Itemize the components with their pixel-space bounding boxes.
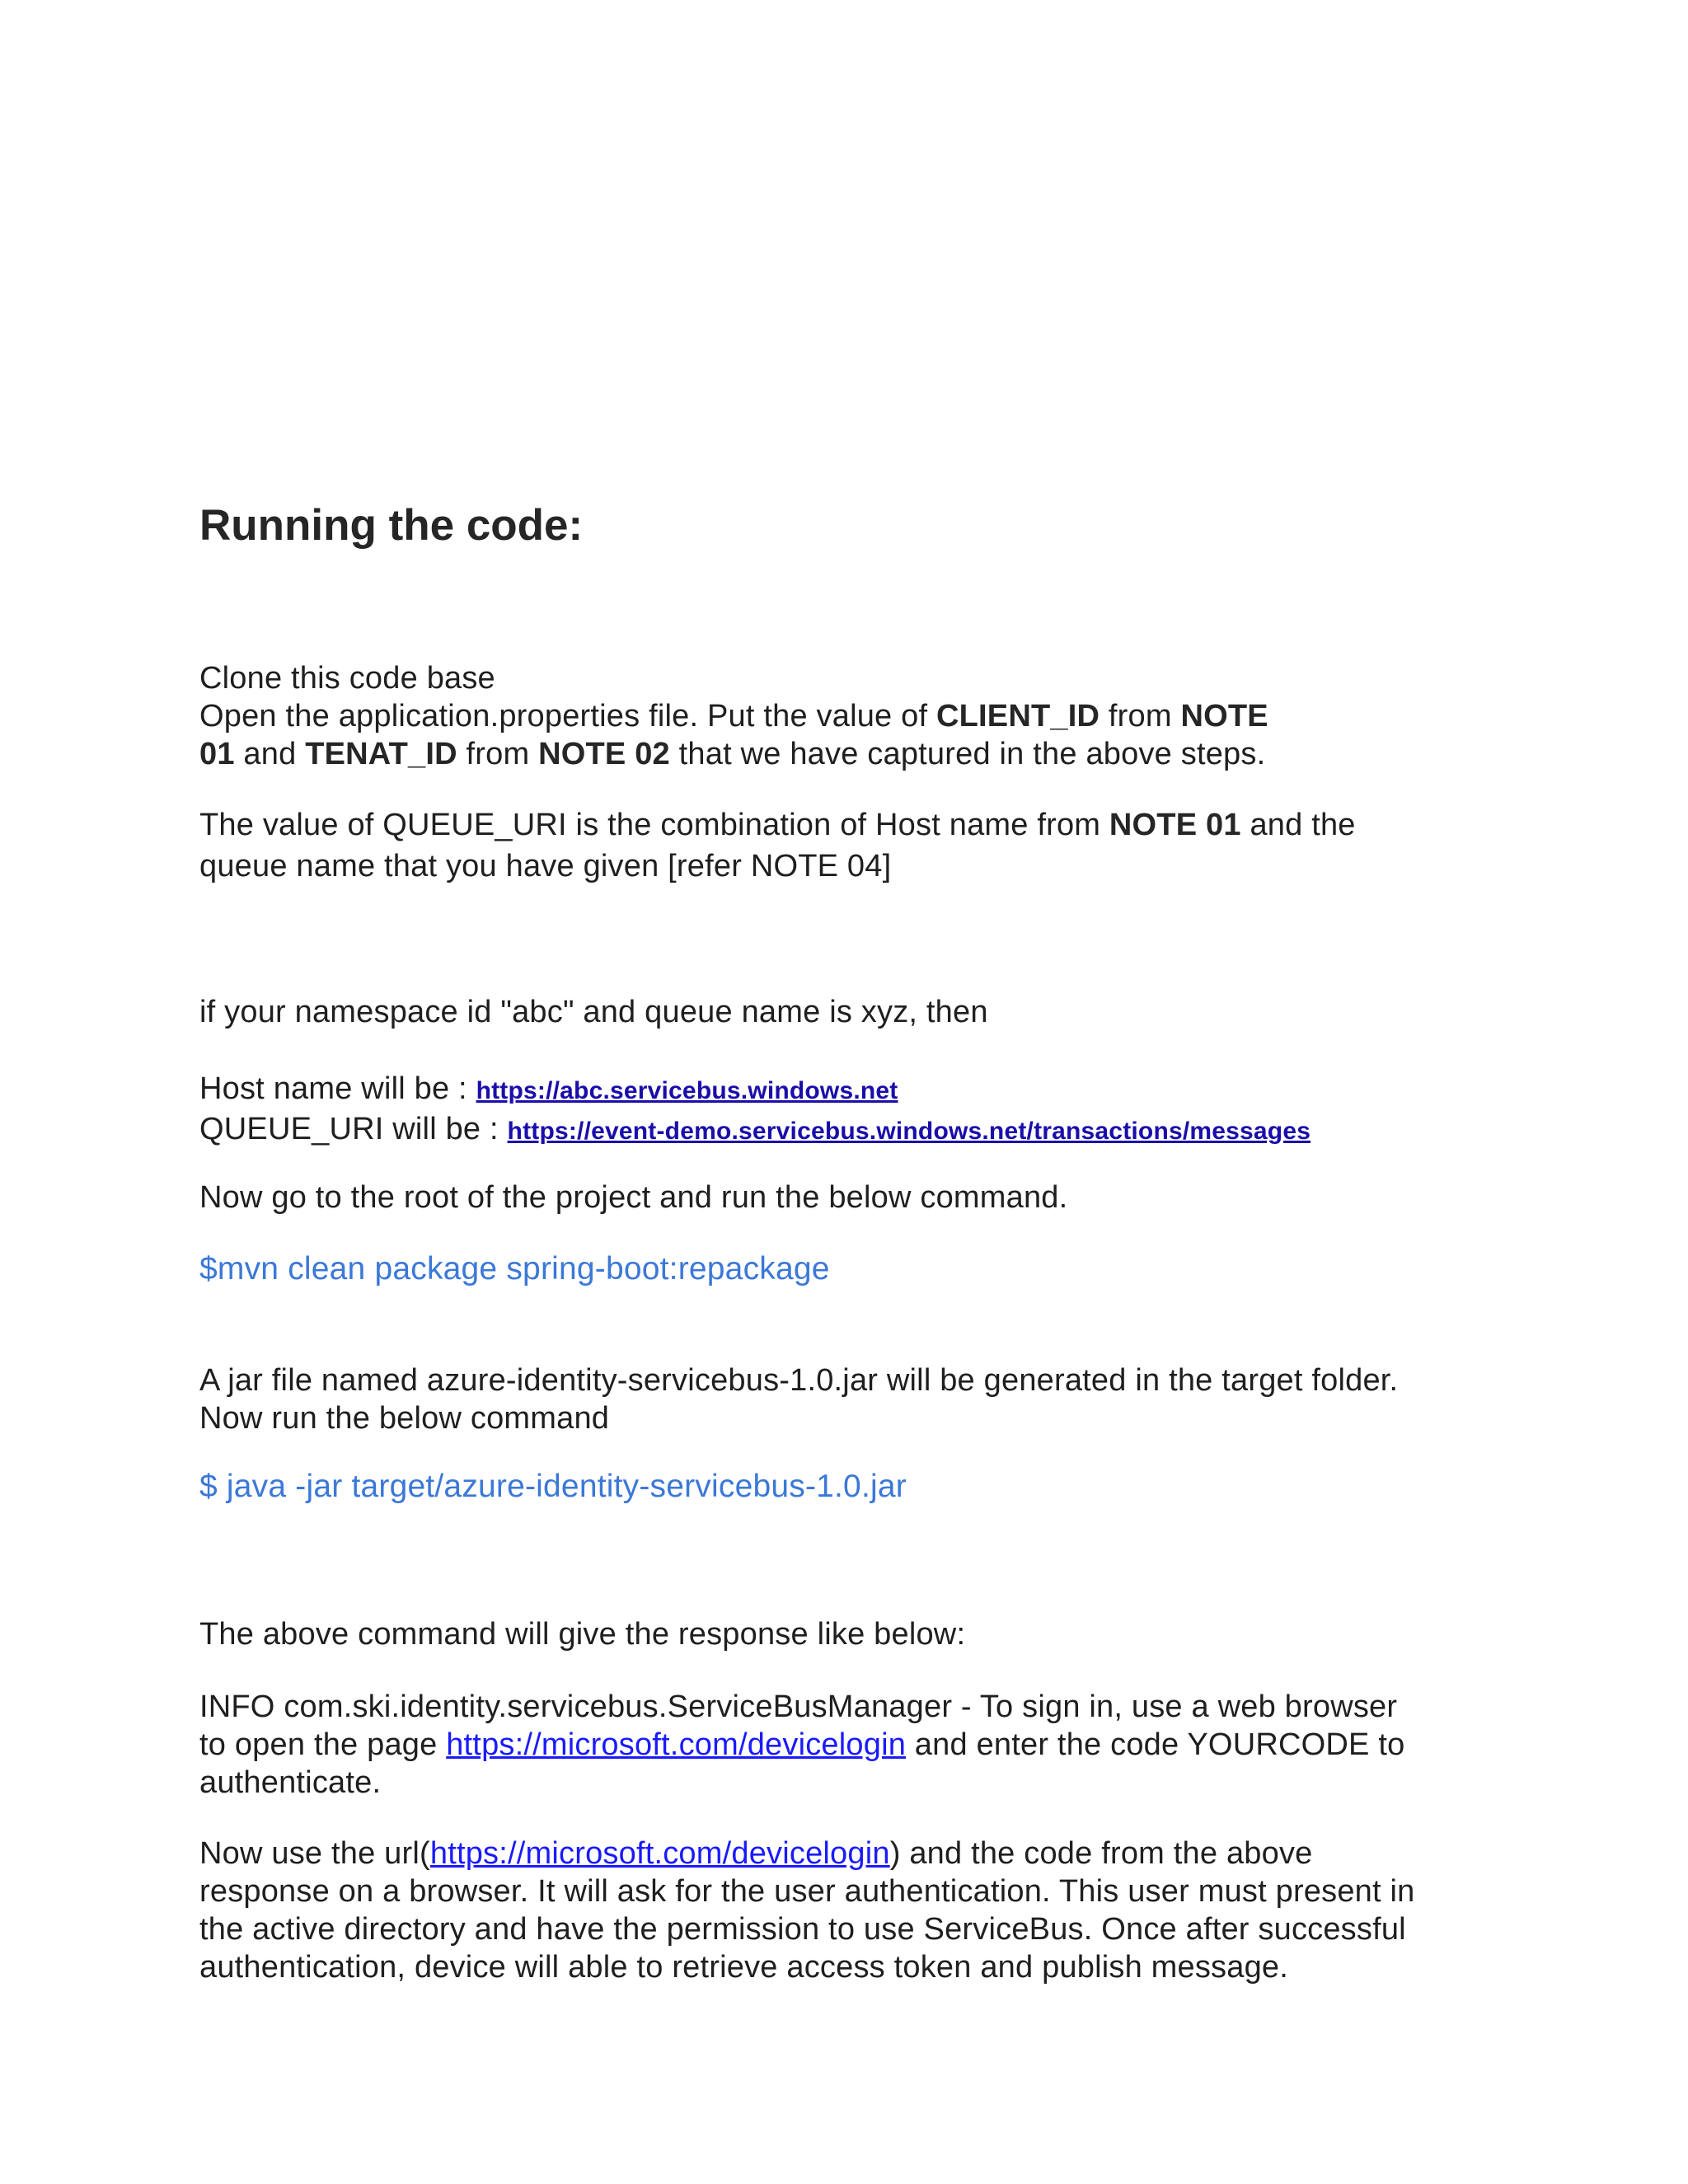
text-line: response on a browser. It will ask for the user authentication. This user must present in — [199, 1874, 1415, 1909]
paragraph-root-instruction: Now go to the root of the project and run the below command. — [199, 1180, 1068, 1215]
text-line — [199, 1070, 1311, 1110]
text-line: the active directory and have the permission to use ServiceBus. Once after successful — [199, 1912, 1406, 1947]
text-line — [199, 1726, 1404, 1764]
text-line: queue name that you have given [refer NOTE 04] — [199, 849, 892, 883]
host-link[interactable]: https://abc.servicebus.windows.net — [476, 1077, 898, 1104]
note-02-bold: NOTE 02 — [538, 737, 670, 771]
note-01-bold: NOTE 01 — [1109, 808, 1241, 842]
paragraph-clone — [199, 659, 1268, 773]
text-span: and enter the code YOURCODE to — [906, 1727, 1405, 1762]
devicelogin-url-link[interactable]: https://microsoft.com/devicelogin — [429, 1836, 890, 1871]
text-line: Clone this code base — [199, 661, 495, 696]
queue-uri-link[interactable]: https://event-demo.servicebus.windows.net/transactions/messages — [507, 1118, 1311, 1145]
text-line: A jar file named azure-identity-servicebus-1.0.jar will be generated in the target folder. — [199, 1363, 1399, 1398]
text-span: and — [234, 737, 306, 771]
tenat-id-bold: TENAT_ID — [305, 737, 457, 771]
client-id-bold: CLIENT_ID — [936, 699, 1100, 733]
text-span: Now use the url( — [199, 1836, 430, 1871]
mvn-command: $mvn clean package spring-boot:repackage — [199, 1251, 830, 1286]
text-line — [199, 697, 1268, 735]
paragraph-jar-generated — [199, 1361, 1398, 1437]
paragraph-response-intro: The above command will give the response like below: — [199, 1617, 966, 1652]
paragraph-response-output — [199, 1688, 1404, 1802]
paragraph-host-links — [199, 1070, 1311, 1151]
paragraph-example: if your namespace id "abc" and queue name is xyz, then — [199, 995, 988, 1029]
text-line — [199, 735, 1268, 773]
text-line — [199, 804, 1356, 846]
text-span: that we have captured in the above steps. — [669, 737, 1266, 771]
text-line — [199, 1110, 1311, 1151]
text-span: from — [1100, 699, 1181, 733]
host-label: Host name will be : — [199, 1071, 476, 1106]
devicelogin-link[interactable]: https://microsoft.com/devicelogin — [446, 1727, 907, 1762]
text-line — [199, 1835, 1415, 1872]
text-span: from — [457, 737, 539, 771]
java-command: $ java -jar target/azure-identity-servicebus-1.0.jar — [199, 1469, 907, 1504]
text-span: Open the application.properties file. Put the value of — [199, 699, 936, 733]
text-span: ) and the code from the above — [889, 1836, 1313, 1871]
paragraph-authentication — [199, 1835, 1415, 1986]
note-bold: NOTE — [1180, 699, 1268, 733]
queue-label: QUEUE_URI will be : — [199, 1112, 508, 1146]
paragraph-queue-uri — [199, 804, 1356, 887]
text-line: Now run the below command — [199, 1401, 610, 1436]
text-line: authenticate. — [199, 1765, 382, 1800]
text-line: authentication, device will able to retrieve access token and publish message. — [199, 1950, 1289, 1985]
text-span: and the — [1240, 808, 1356, 842]
text-span: The value of QUEUE_URI is the combination of Host name from — [199, 808, 1109, 842]
text-span: to open the page — [199, 1727, 447, 1762]
note-number-bold: 01 — [199, 737, 235, 771]
section-heading: Running the code: — [199, 501, 584, 550]
text-line: INFO com.ski.identity.servicebus.ServiceBusManager - To sign in, use a web browser — [199, 1690, 1398, 1724]
